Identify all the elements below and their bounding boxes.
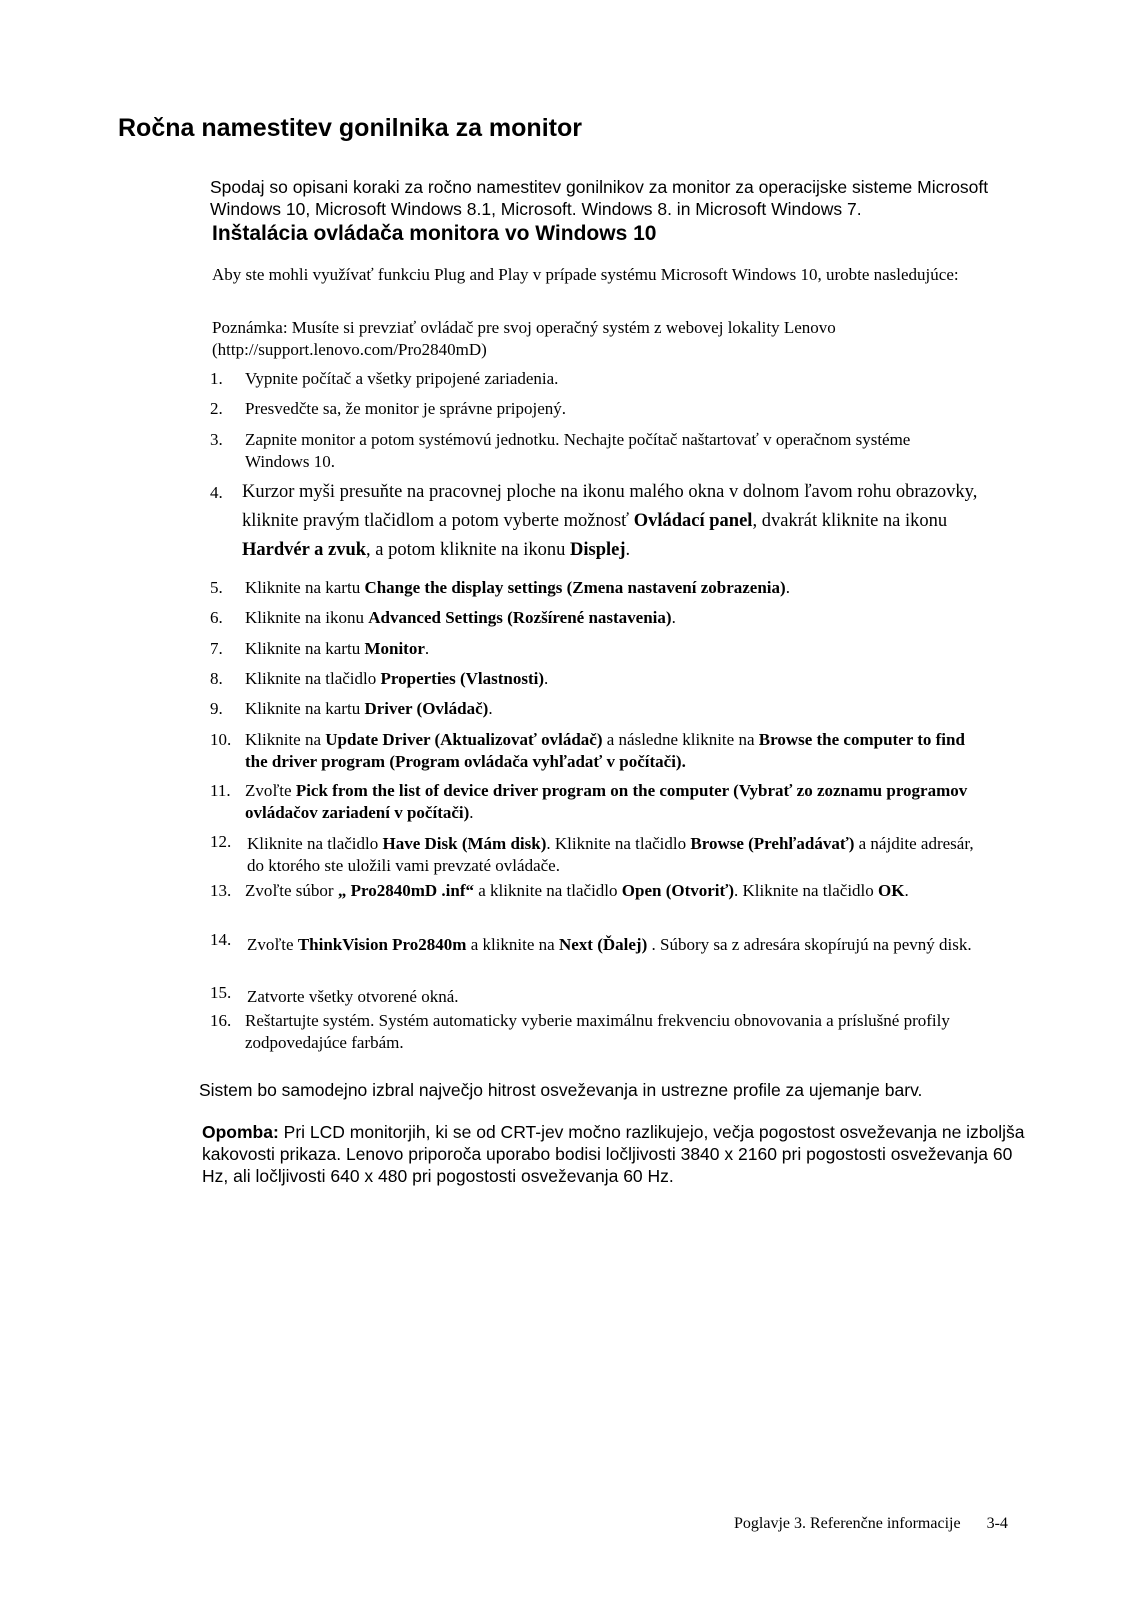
- step-number: 10.: [210, 730, 232, 749]
- plug-and-play-paragraph: Aby ste mohli využívať funkciu Plug and Play v prípade systému Microsoft Windows 10, urobte nasledujúce:: [212, 265, 959, 284]
- step-number: 3.: [210, 430, 223, 449]
- note-label: Opomba:: [202, 1122, 279, 1142]
- step-text: Reštartujte systém. Systém automaticky vyberie maximálnu frekvenciu obnovovania a príslušné profily zodpovedajúce farbám.: [245, 1011, 950, 1052]
- note-paragraph: [202, 1121, 1042, 1187]
- step-number: 6.: [210, 608, 223, 627]
- step-number: 16.: [210, 1011, 232, 1030]
- hardware-sound-label: Hardvér a zvuk: [242, 540, 367, 560]
- step-number: 7.: [210, 639, 223, 658]
- step-number: 8.: [210, 669, 223, 688]
- step-text: Kliknite na ikonu Advanced Settings (Rozšírené nastavenia).: [245, 608, 676, 627]
- step-number: 14.: [210, 930, 232, 949]
- step-text: Vypnite počítač a všetky pripojené zariadenia.: [245, 369, 559, 388]
- step-text: Zatvorte všetky otvorené okná.: [247, 987, 459, 1006]
- display-label: Displej: [570, 540, 626, 560]
- footer-chapter: Poglavje 3. Referenčne informacije: [734, 1515, 961, 1532]
- intro-paragraph: Spodaj so opisani koraki za ročno namestitev gonilnikov za monitor za operacijske sisteme Microsoft Windows 10, Microsoft Windows 8.1, Microsoft. Windows 8. in Microsoft Windows 7.: [210, 177, 989, 219]
- step-number: 15.: [210, 983, 232, 1002]
- step-text: Zapnite monitor a potom systémovú jednotku. Nechajte počítač naštartovať v operačnom systéme Windows 10.: [245, 430, 911, 471]
- step-text: Kliknite na kartu Driver (Ovládač).: [245, 699, 493, 718]
- step-text: Kliknite na Update Driver (Aktualizovať ovládač) a následne kliknite na Browse the computer to find the driver program (Program ovládača vyhľadať v počítači).: [245, 730, 965, 771]
- step-text: Kliknite na tlačidlo Properties (Vlastnosti).: [245, 669, 549, 688]
- step-text: Zvoľte súbor „ Pro2840mD .inf“ a kliknite na tlačidlo Open (Otvoriť). Kliknite na tlačidlo OK.: [245, 881, 909, 900]
- page-footer: [734, 1515, 1008, 1533]
- control-panel-label: Ovládací panel: [633, 511, 753, 531]
- step-number: 1.: [210, 369, 223, 388]
- step-text: Zvoľte Pick from the list of device driver program on the computer (Vybrať zo zoznamu programov ovládačov zariadení v počítači).: [245, 781, 968, 822]
- step-number: 5.: [210, 578, 223, 597]
- step-text: Kliknite na tlačidlo Have Disk (Mám disk). Kliknite na tlačidlo Browse (Prehľadávať) a nájdite adresár, do ktorého ste uložili vami prevzaté ovládače.: [247, 834, 974, 875]
- step-number: 13.: [210, 881, 232, 900]
- summary-sentence: Sistem bo samodejno izbral največjo hitrost osveževanja in ustrezne profile za ujemanje barv.: [199, 1080, 923, 1100]
- step-text: Kliknite na kartu Monitor.: [245, 639, 430, 658]
- step-number: 9.: [210, 699, 223, 718]
- step-number: 12.: [210, 832, 232, 851]
- step-text: Kliknite na kartu Change the display settings (Zmena nastavení zobrazenia).: [245, 578, 790, 597]
- step-number: 2.: [210, 399, 223, 418]
- note-download-paragraph: Poznámka: Musíte si prevziať ovládač pre svoj operačný systém z webovej lokality Lenovo (http://support.lenovo.com/Pro2840mD): [212, 318, 836, 359]
- step-text: Kurzor myši presuňte na pracovnej ploche na ikonu malého okna v dolnom ľavom rohu obrazovky, kliknite pravým tlačidlom a potom vyberte možnosť Ovládací panel, dvakrát kliknite na ikonu Hardvér a zvuk, a potom kliknite na ikonu Displej.: [242, 482, 978, 560]
- step-number: 11.: [210, 781, 231, 800]
- page-number: 3-4: [986, 1515, 1008, 1532]
- page-title: Ročna namestitev gonilnika za monitor: [118, 114, 582, 142]
- step-text: Zvoľte ThinkVision Pro2840m a kliknite na Next (Ďalej) . Súbory sa z adresára skopírujú na pevný disk.: [247, 935, 972, 954]
- note-text: Pri LCD monitorjih, ki se od CRT-jev močno razlikujejo, večja pogostost osveževanja ne izboljša kakovosti prikaza. Lenovo priporoča uporabo bodisi ločljivosti 3840 x 2160 pri pogostosti osveževanja 60 Hz, ali ločljivosti 640 x 480 pri pogostosti osveževanja 60 Hz.: [202, 1122, 1025, 1186]
- step-text: Presvedčte sa, že monitor je správne pripojený.: [245, 399, 567, 418]
- step-number: 4.: [210, 483, 223, 502]
- section-heading: Inštalácia ovládača monitora vo Windows 10: [212, 222, 657, 245]
